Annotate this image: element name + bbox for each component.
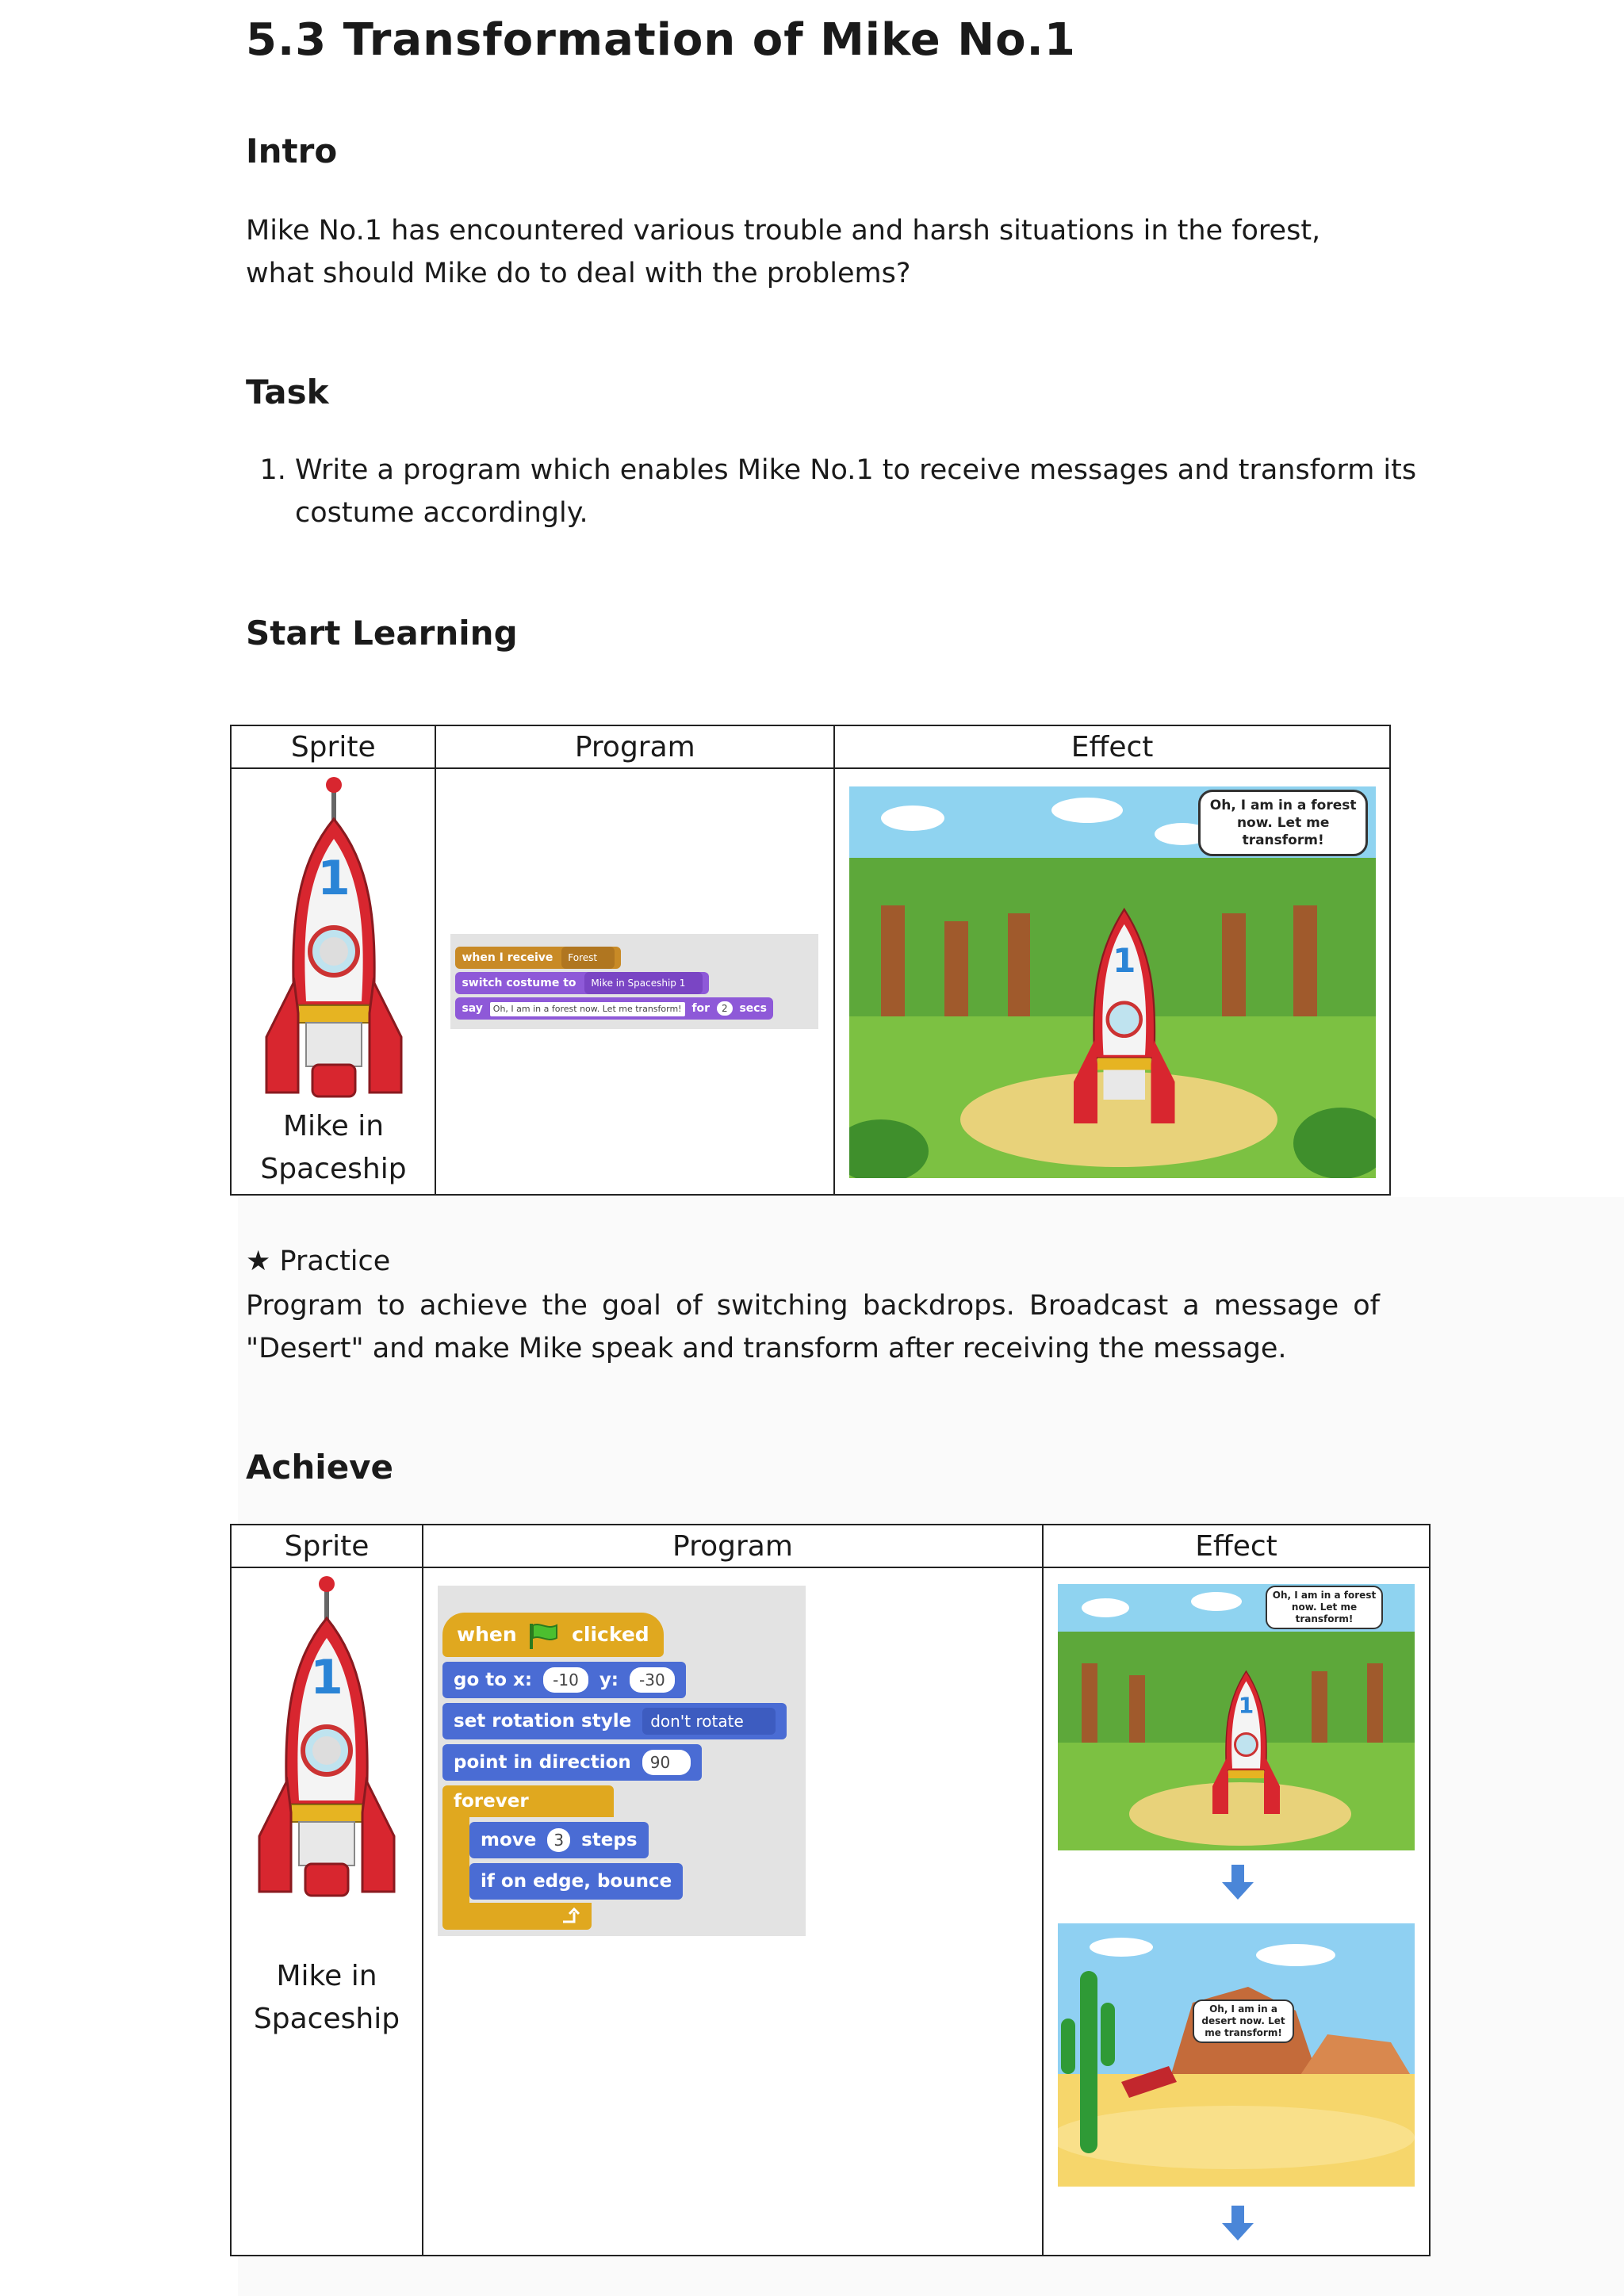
svg-text:1: 1	[1113, 940, 1136, 980]
rocket-sprite-icon	[243, 1575, 410, 1908]
intro-text: Mike No.1 has encountered various trouble and harsh situations in the forest, what should Mike do to deal with the problems?	[246, 215, 1321, 289]
sprite-cell	[231, 1567, 423, 2256]
col-program-header: Program	[423, 1525, 1043, 1567]
say-block[interactable]	[455, 997, 773, 1020]
achieve-heading: Achieve	[246, 1448, 394, 1487]
desert-scene	[1058, 1923, 1415, 2187]
col-effect-header: Effect	[834, 725, 1390, 768]
scratch-script-area	[450, 934, 818, 1029]
svg-text:1: 1	[310, 1650, 343, 1705]
direction-label: point in direction	[454, 1752, 631, 1773]
sprite-cell	[231, 768, 435, 1195]
effect-cell	[834, 768, 1390, 1195]
when-i-receive-label: when I receive	[462, 951, 553, 964]
rocket-sprite-icon	[251, 775, 417, 1108]
sprite-caption: Mike in Spaceship	[260, 1110, 407, 1185]
when-i-receive-block[interactable]	[455, 947, 621, 969]
forever-arm	[442, 1817, 469, 1904]
achieve-table	[230, 1524, 1431, 2256]
col-program-header: Program	[435, 725, 834, 768]
bounce-block[interactable]	[469, 1863, 683, 1900]
switch-costume-label: switch costume to	[462, 977, 576, 989]
svg-text:1: 1	[317, 851, 350, 906]
program-cell	[423, 1567, 1043, 2256]
forest-speech-bubble: Oh, I am in a forest now. Let me transform!	[1266, 1586, 1383, 1629]
go-to-label: go to x:	[454, 1670, 533, 1690]
practice-label: ★ Practice	[246, 1246, 391, 1277]
costume-dropdown[interactable]: Mike in Spaceship 1	[584, 972, 703, 994]
direction-input[interactable]: 90	[642, 1750, 691, 1775]
col-sprite-header: Sprite	[231, 725, 435, 768]
forever-block[interactable]	[442, 1785, 614, 1817]
y-input[interactable]: -30	[630, 1667, 675, 1693]
secs-input[interactable]: 2	[717, 1001, 733, 1016]
set-rotation-style-block[interactable]	[442, 1703, 787, 1739]
forest-scene	[1058, 1584, 1415, 1850]
steps-label: steps	[581, 1830, 638, 1850]
task-heading: Task	[246, 373, 329, 411]
start-learning-table	[230, 725, 1391, 1196]
forest-speech-bubble: Oh, I am in a forest now. Let me transform!	[1198, 790, 1368, 856]
switch-costume-block[interactable]	[455, 972, 709, 994]
secs-label: secs	[739, 1002, 767, 1015]
forest-scene	[849, 786, 1376, 1178]
forever-label: forever	[454, 1791, 529, 1812]
when-label: when	[457, 1623, 517, 1646]
loop-arrow-icon	[560, 1908, 580, 1925]
svg-text:1: 1	[1238, 1692, 1254, 1719]
desert-backdrop-icon	[1058, 1923, 1415, 2187]
intro-heading: Intro	[246, 132, 338, 170]
arrow-down-icon	[1220, 1865, 1255, 1901]
col-effect-header: Effect	[1043, 1525, 1430, 1567]
say-label: say	[462, 1002, 483, 1015]
practice-text: Program to achieve the goal of switching backdrops. Broadcast a message of "Desert" and make Mike speak and transform after receiving the message.	[246, 1290, 1380, 1364]
scratch-script-area	[438, 1586, 806, 1936]
x-input[interactable]: -10	[543, 1667, 588, 1693]
go-to-xy-block[interactable]	[442, 1662, 686, 1698]
y-label: y:	[599, 1670, 619, 1690]
effect-cell	[1043, 1567, 1430, 2256]
green-flag-icon	[528, 1622, 560, 1649]
steps-input[interactable]: 3	[547, 1828, 570, 1852]
bounce-label: if on edge, bounce	[481, 1871, 672, 1892]
point-in-direction-block[interactable]	[442, 1744, 702, 1781]
rotation-dropdown[interactable]: don't rotate	[642, 1708, 776, 1735]
desert-speech-bubble: Oh, I am in a desert now. Let me transform!	[1193, 1999, 1294, 2043]
move-label: move	[481, 1830, 537, 1850]
task-list	[246, 449, 1429, 534]
col-sprite-header: Sprite	[231, 1525, 423, 1567]
arrow-down-icon	[1220, 2206, 1255, 2242]
message-dropdown[interactable]: Forest	[561, 947, 615, 969]
when-flag-clicked-block[interactable]	[442, 1613, 664, 1657]
rotation-label: set rotation style	[454, 1711, 632, 1732]
program-cell	[435, 768, 834, 1195]
say-text-input[interactable]: Oh, I am in a forest now. Let me transform!	[490, 1002, 685, 1016]
sprite-caption: Mike in Spaceship	[253, 1960, 400, 2035]
for-label: for	[691, 1002, 710, 1015]
page-title: 5.3 Transformation of Mike No.1	[246, 14, 1076, 66]
task-item: 1. Write a program which enables Mike No.1 to receive messages and transform its costume accordingly.	[295, 449, 1429, 534]
forever-footer	[442, 1903, 592, 1930]
start-learning-heading: Start Learning	[246, 614, 518, 652]
move-steps-block[interactable]	[469, 1822, 649, 1858]
clicked-label: clicked	[572, 1623, 649, 1646]
